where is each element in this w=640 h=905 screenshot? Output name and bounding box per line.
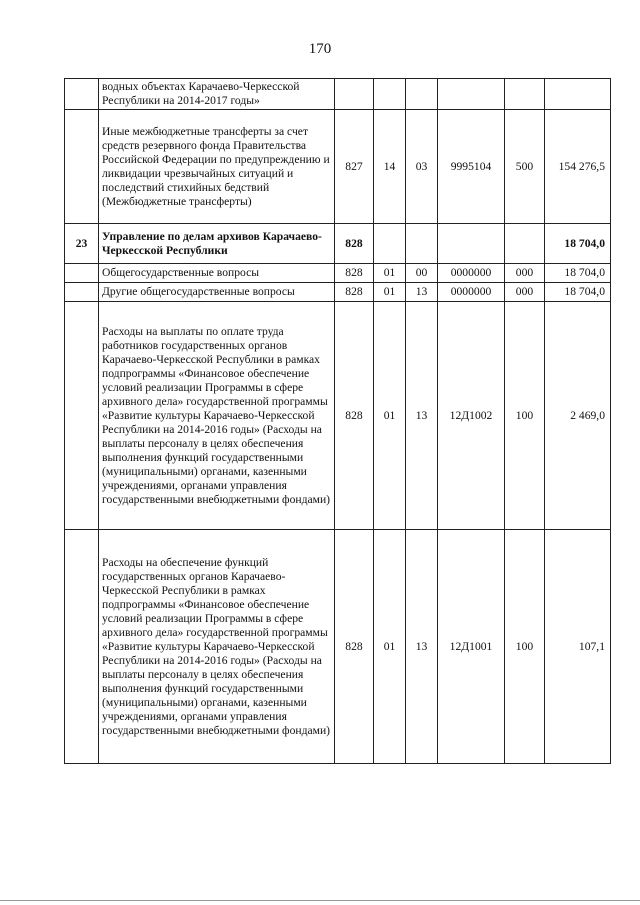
ministry-code-cell: 827 xyxy=(335,110,374,224)
table-row xyxy=(65,283,611,302)
item-name-cell: Расходы на обеспечение функций государственных органов Карачаево-Черкесской Республики в рамках подпрограммы «Финансовое обеспечение условий реализации Программы в сфере архивного дела» государственной программы «Развитие культуры Карачаево-Черкесской Республики на 2014-2016 годы» (Расходы на выплаты персоналу в целях обеспечения выполнения функций государственными (муниципальными) органами, казенными учреждениями, органами управления государственными внебюджетными фондами) xyxy=(99,530,335,764)
target-article-cell xyxy=(438,79,505,110)
amount-cell: 18 704,0 xyxy=(545,224,611,264)
table-row xyxy=(65,302,611,530)
target-article-cell: 12Д1001 xyxy=(438,530,505,764)
table-row xyxy=(65,530,611,764)
item-name-cell: Управление по делам архивов Карачаево-Черкесской Республики xyxy=(99,224,335,264)
subsection-code-cell xyxy=(406,224,438,264)
subsection-code-cell: 13 xyxy=(406,530,438,764)
table-row xyxy=(65,110,611,224)
scan-edge-line xyxy=(0,900,640,901)
section-code-cell: 01 xyxy=(374,264,406,283)
table-body xyxy=(65,79,611,764)
subsection-code-cell: 03 xyxy=(406,110,438,224)
section-code-cell xyxy=(374,79,406,110)
table-row xyxy=(65,79,611,110)
expense-type-cell: 100 xyxy=(505,530,545,764)
item-name-cell: Другие общегосударственные вопросы xyxy=(99,283,335,302)
section-code-cell xyxy=(374,224,406,264)
target-article-cell: 0000000 xyxy=(438,283,505,302)
target-article-cell: 9995104 xyxy=(438,110,505,224)
section-code-cell: 01 xyxy=(374,302,406,530)
expense-type-cell xyxy=(505,79,545,110)
expense-type-cell: 500 xyxy=(505,110,545,224)
ministry-code-cell: 828 xyxy=(335,530,374,764)
row-number-cell xyxy=(65,530,99,764)
row-number-cell xyxy=(65,264,99,283)
item-name-cell: водных объектах Карачаево-Черкесской Республики на 2014-2017 годы» xyxy=(99,79,335,110)
section-code-cell: 14 xyxy=(374,110,406,224)
item-name-cell: Общегосударственные вопросы xyxy=(99,264,335,283)
amount-cell: 107,1 xyxy=(545,530,611,764)
amount-cell: 18 704,0 xyxy=(545,283,611,302)
amount-cell: 2 469,0 xyxy=(545,302,611,530)
amount-cell xyxy=(545,79,611,110)
subsection-code-cell: 13 xyxy=(406,283,438,302)
table-row xyxy=(65,264,611,283)
row-number-cell xyxy=(65,283,99,302)
amount-cell: 154 276,5 xyxy=(545,110,611,224)
ministry-code-cell: 828 xyxy=(335,283,374,302)
table-row xyxy=(65,224,611,264)
subsection-code-cell: 00 xyxy=(406,264,438,283)
expense-type-cell: 000 xyxy=(505,283,545,302)
item-name-cell: Иные межбюджетные трансферты за счет средств резервного фонда Правительства Российской Федерации по предупреждению и ликвидации чрезвычайных ситуаций и последствий стихийных бедствий (Межбюджетные трансферты) xyxy=(99,110,335,224)
item-name-cell: Расходы на выплаты по оплате труда работников государственных органов Карачаево-Черкесской Республики в рамках подпрограммы «Финансовое обеспечение условий реализации Программы в сфере архивного дела» государственной программы «Развитие культуры Карачаево-Черкесской Республики на 2014-2016 годы» (Расходы на выплаты персоналу в целях обеспечения выполнения функций государственными (муниципальными) органами, казенными учреждениями, органами управления государственными внебюджетными фондами) xyxy=(99,302,335,530)
section-code-cell: 01 xyxy=(374,530,406,764)
row-number-cell xyxy=(65,302,99,530)
row-number-cell: 23 xyxy=(65,224,99,264)
section-code-cell: 01 xyxy=(374,283,406,302)
target-article-cell: 12Д1002 xyxy=(438,302,505,530)
budget-table xyxy=(64,78,611,764)
subsection-code-cell xyxy=(406,79,438,110)
row-number-cell xyxy=(65,110,99,224)
ministry-code-cell: 828 xyxy=(335,264,374,283)
page-number: 170 xyxy=(308,41,332,57)
expense-type-cell xyxy=(505,224,545,264)
ministry-code-cell: 828 xyxy=(335,224,374,264)
ministry-code-cell xyxy=(335,79,374,110)
ministry-code-cell: 828 xyxy=(335,302,374,530)
expense-type-cell: 000 xyxy=(505,264,545,283)
amount-cell: 18 704,0 xyxy=(545,264,611,283)
expense-type-cell: 100 xyxy=(505,302,545,530)
target-article-cell xyxy=(438,224,505,264)
target-article-cell: 0000000 xyxy=(438,264,505,283)
subsection-code-cell: 13 xyxy=(406,302,438,530)
row-number-cell xyxy=(65,79,99,110)
